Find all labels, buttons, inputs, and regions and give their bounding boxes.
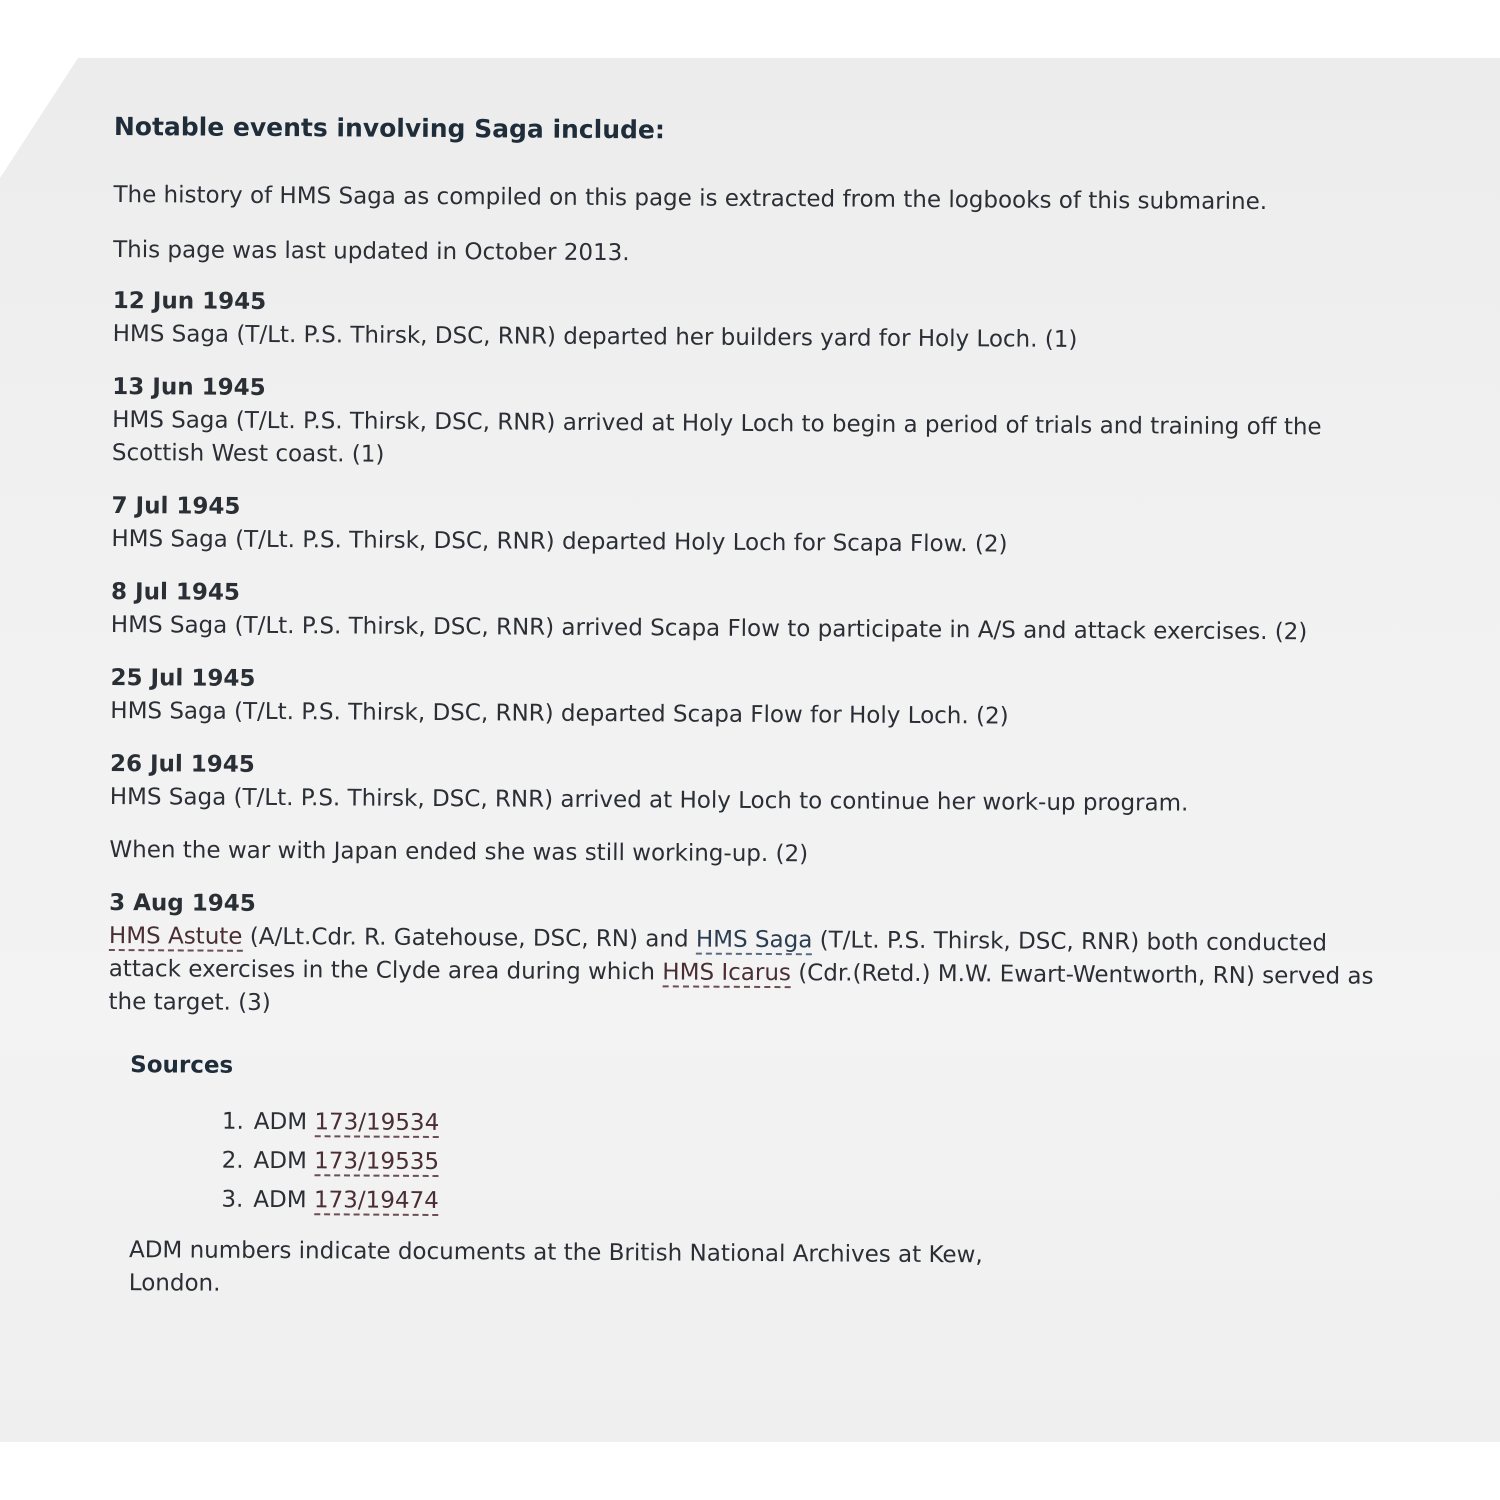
event-text: HMS Saga (T/Lt. P.S. Thirsk, DSC, RNR) departed Scapa Flow for Holy Loch. (2) [110, 697, 1009, 730]
event-text: HMS Saga (T/Lt. P.S. Thirsk, DSC, RNR) arrived Scapa Flow to participate in A/S and attack exercises. (2) [110, 611, 1308, 646]
event-date: 13 Jun 1945 [112, 373, 266, 401]
source-link[interactable]: 173/19474 [313, 1187, 439, 1215]
event-date: 3 Aug 1945 [109, 889, 256, 917]
event-entry [111, 490, 1401, 564]
event-text: HMS Saga (T/Lt. P.S. Thirsk, DSC, RNR) departed Holy Loch for Scapa Flow. (2) [111, 525, 1008, 558]
source-prefix: ADM [253, 1147, 307, 1175]
event-entry [110, 662, 1400, 736]
event-text [108, 920, 1399, 1027]
event-text: HMS Saga (T/Lt. P.S. Thirsk, DSC, RNR) arrived at Holy Loch to begin a period of trials and training off the Scottish West coast. (1) [111, 406, 1322, 468]
event-text: HMS Saga (T/Lt. P.S. Thirsk, DSC, RNR) departed her builders yard for Holy Loch. (1) [112, 320, 1078, 353]
last-updated-paragraph: This page was last updated in October 2013. [113, 236, 630, 267]
sources-list [129, 1104, 1398, 1224]
hms-saga-link[interactable]: HMS Saga [695, 926, 813, 954]
event-date: 25 Jul 1945 [110, 664, 256, 692]
event-entry [112, 371, 1403, 478]
source-item [204, 1105, 1398, 1146]
source-number: 3. [221, 1186, 244, 1213]
hms-icarus-link[interactable]: HMS Icarus [662, 959, 792, 987]
source-link[interactable]: 173/19534 [314, 1109, 440, 1137]
event-text-segment: (Cdr.(Retd.) M.W. Ewart-Wentworth, RN) served as the target. (3) [108, 960, 1374, 1016]
event-entry [110, 748, 1400, 822]
source-link[interactable]: 173/19535 [314, 1148, 440, 1176]
event-text-segment: (T/Lt. P.S. Thirsk, DSC, RNR) both conducted attack exercises in the Clyde area during which [108, 927, 1328, 986]
intro-paragraph: The history of HMS Saga as compiled on this page is extracted from the logbooks of this submarine. [113, 181, 1268, 216]
source-prefix: ADM [253, 1186, 307, 1214]
event-date: 7 Jul 1945 [111, 492, 241, 520]
page-heading: Notable events involving Saga include: [113, 111, 665, 145]
source-item [203, 1144, 1397, 1185]
event-text: HMS Saga (T/Lt. P.S. Thirsk, DSC, RNR) arrived at Holy Loch to continue her work-up program. [109, 783, 1189, 817]
event-entry [113, 285, 1403, 359]
event-date: 26 Jul 1945 [109, 750, 255, 778]
source-prefix: ADM [253, 1108, 308, 1136]
page-content [107, 110, 1404, 1308]
sources-section [129, 1049, 1399, 1308]
war-end-note: When the war with Japan ended she was still working-up. (2) [109, 836, 809, 868]
source-number: 1. [221, 1108, 244, 1135]
event-date: 8 Jul 1945 [110, 578, 240, 606]
printed-page [0, 58, 1500, 1442]
source-item [203, 1183, 1397, 1224]
sources-footnote: ADM numbers indicate documents at the British National Archives at Kew, London. [128, 1237, 983, 1297]
sources-title: Sources [130, 1052, 234, 1079]
event-entry [108, 887, 1399, 1027]
event-date: 12 Jun 1945 [112, 287, 267, 315]
page-corner-fold [0, 58, 78, 178]
event-entry [111, 576, 1401, 650]
event-text-segment: (A/Lt.Cdr. R. Gatehouse, DSC, RN) and [242, 923, 696, 953]
source-number: 2. [221, 1147, 244, 1174]
hms-astute-link[interactable]: HMS Astute [108, 922, 243, 950]
